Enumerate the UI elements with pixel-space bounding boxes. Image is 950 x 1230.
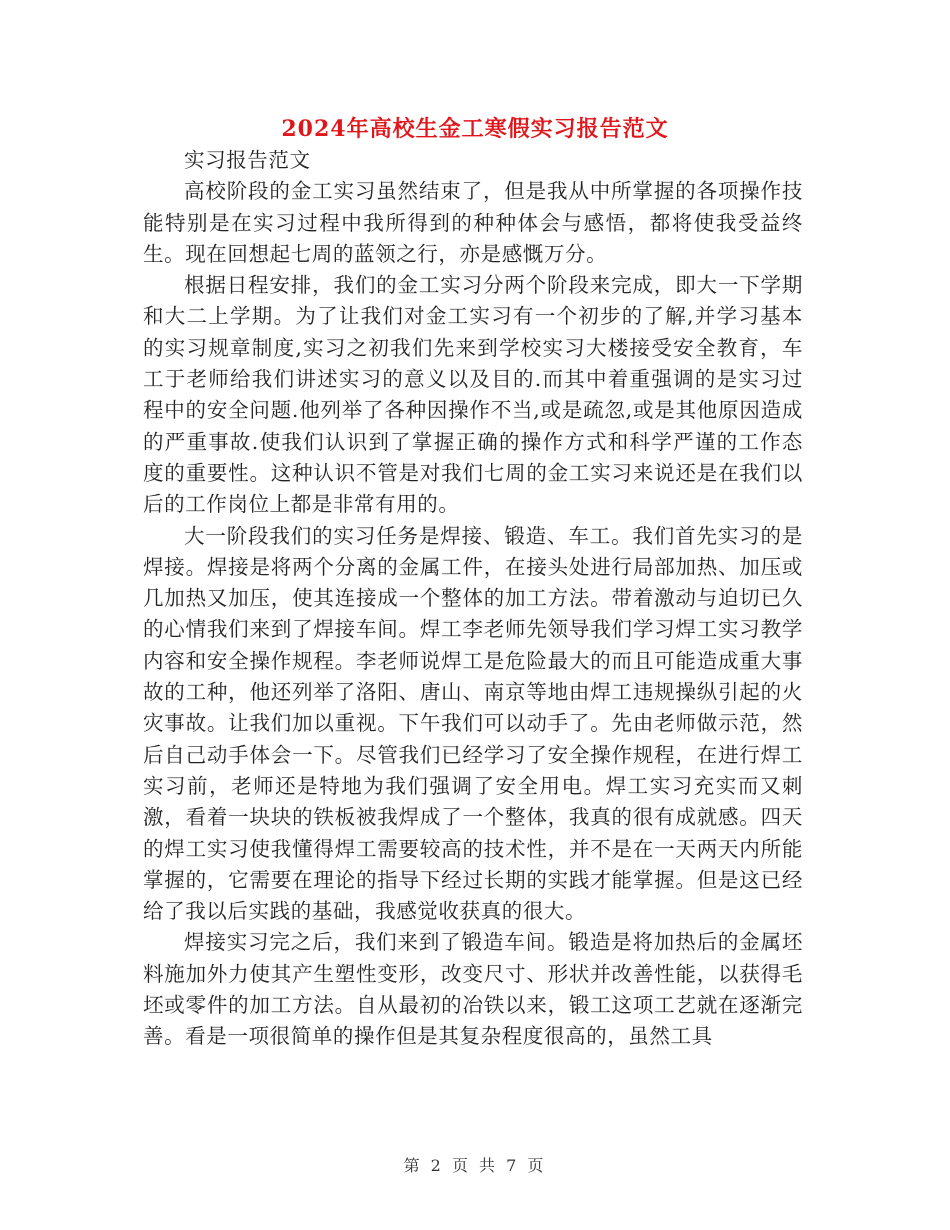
document-body bbox=[143, 145, 803, 1053]
paragraph: 高校阶段的金工实习虽然结束了，但是我从中所掌握的各项操作技能特别是在实习过程中我所得到的种种体会与感悟，都将使我受益终生。现在回想起七周的蓝领之行，亦是感慨万分。 bbox=[143, 179, 803, 266]
paragraph: 焊接实习完之后，我们来到了锻造车间。锻造是将加热后的金属坯料施加外力使其产生塑性变形，改变尺寸、形状并改善性能，以获得毛坯或零件的加工方法。自从最初的冶铁以来，锻工这项工艺就在逐渐完善。看是一项很简单的操作但是其复杂程度很高的，虽然工具 bbox=[143, 930, 803, 1049]
page-footer: 第 2 页 共 7 页 bbox=[403, 1156, 547, 1175]
document-title: 2024年高校生金工寒假实习报告范文 bbox=[281, 116, 669, 142]
paragraph-heading: 实习报告范文 bbox=[184, 148, 311, 172]
paragraph: 大一阶段我们的实习任务是焊接、锻造、车工。我们首先实习的是焊接。焊接是将两个分离的金属工件，在接头处进行局部加热、加压或几加热又加压，使其连接成一个整体的加工方法。带着激动与迫切已久的心情我们来到了焊接车间。焊工李老师先领导我们学习焊工实习教学内容和安全操作规程。李老师说焊工是危险最大的而且可能造成重大事故的工种，他还列举了洛阳、唐山、南京等地由焊工违规操纵引起的火灾事故。让我们加以重视。下午我们可以动手了。先由老师做示范，然后自己动手体会一下。尽管我们已经学习了安全操作规程，在进行焊工实习前，老师还是特地为我们强调了安全用电。焊工实习充实而又刺激，看着一块块的铁板被我焊成了一个整体，我真的很有成就感。四天的焊工实习使我懂得焊工需要较高的技术性，并不是在一天两天内所能掌握的，它需要在理论的指导下经过长期的实践才能掌握。但是这已经给了我以后实践的基础，我感觉收获真的很大。 bbox=[143, 523, 803, 924]
paragraph: 根据日程安排，我们的金工实习分两个阶段来完成，即大一下学期和大二上学期。为了让我们对金工实习有一个初步的了解,并学习基本的实习规章制度,实习之初我们先来到学校实习大楼接受安全教育，车工于老师给我们讲述实习的意义以及目的.而其中着重强调的是实习过程中的安全问题.他列举了各种因操作不当,或是疏忽,或是其他原因造成的严重事故.使我们认识到了掌握正确的操作方式和科学严谨的工作态度的重要性。这种认识不管是对我们七周的金工实习来说还是在我们以后的工作岗位上都是非常有用的。 bbox=[143, 273, 803, 517]
